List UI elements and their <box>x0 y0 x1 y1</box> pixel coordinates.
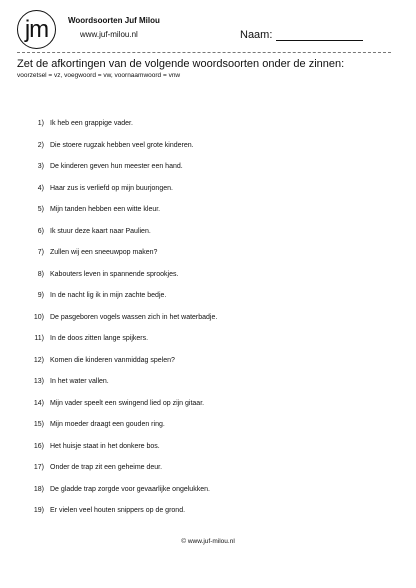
sentence-text: Kabouters leven in spannende sprookjes. <box>50 270 179 278</box>
sentence-number: 7) <box>37 249 44 256</box>
name-label: Naam: <box>240 29 273 41</box>
sentence-number: 11) <box>34 335 44 342</box>
website-url: www.juf-milou.nl <box>80 30 138 39</box>
sentence-text: De pasgeboren vogels wassen zich in het waterbadje. <box>50 313 218 321</box>
name-input-line <box>276 40 363 41</box>
sentence-number: 10) <box>33 313 44 321</box>
sentence-number: 17) <box>33 464 44 471</box>
instruction: Zet de afkortingen van de volgende woordsoorten onder de zinnen: <box>17 58 345 70</box>
sentence-text: Die stoere rugzak hebben veel grote kinderen. <box>50 141 194 149</box>
sentence-item <box>0 118 390 130</box>
sentence-item <box>0 484 390 496</box>
sentence-item <box>0 226 390 238</box>
sentence-item <box>0 161 390 173</box>
sentence-number: 18) <box>33 485 44 493</box>
jm-logo <box>17 10 56 49</box>
sentence-number: 14) <box>33 399 44 407</box>
worksheet-title: Woordsoorten Juf Milou <box>68 16 160 25</box>
sentence-number: 3) <box>37 163 44 170</box>
sentence-text: De gladde trap zorgde voor gevaarlijke ongelukken. <box>50 485 210 493</box>
sentence-number: 19) <box>33 507 44 514</box>
sentence-item <box>0 376 390 388</box>
sentence-item <box>0 398 390 410</box>
sentence-text: Ik stuur deze kaart naar Paulien. <box>50 227 151 235</box>
sentence-item <box>0 247 390 259</box>
sentence-number: 12) <box>33 356 44 364</box>
sentence-text: Mijn moeder draagt een gouden ring. <box>50 421 165 428</box>
sentence-text: In het water vallen. <box>50 378 109 385</box>
sentence-text: Mijn vader speelt een swingend lied op zijn gitaar. <box>50 399 205 407</box>
sentence-item <box>0 419 390 431</box>
sentence-text: Mijn tanden hebben een witte kleur. <box>50 206 161 213</box>
sentence-text: Zullen wij een sneeuwpop maken? <box>50 249 158 256</box>
sentence-item <box>0 462 390 474</box>
sentence-item <box>0 355 390 367</box>
sentence-text: In de doos zitten lange spijkers. <box>50 335 149 342</box>
abbreviation-legend: voorzetsel = vz, voegwoord = vw, voornaamwoord = vnw <box>17 72 181 79</box>
sentence-item <box>0 441 390 453</box>
sentence-text: In de nacht lig ik in mijn zachte bedje. <box>50 292 167 299</box>
sentence-text: Onder de trap zit een geheime deur. <box>50 464 163 471</box>
sentence-text: De kinderen geven hun meester een hand. <box>50 163 183 170</box>
sentence-item <box>0 312 390 324</box>
sentence-item <box>0 505 390 517</box>
footer-copyright: © www.juf-milou.nl <box>181 538 235 545</box>
sentence-item <box>0 290 390 302</box>
sentence-text: Komen die kinderen vanmiddag spelen? <box>50 356 175 364</box>
sentence-item <box>0 333 390 345</box>
sentence-item <box>0 183 390 195</box>
logo-text: jm <box>24 15 49 43</box>
sentence-number: 8) <box>37 270 44 278</box>
sentence-number: 16) <box>33 442 44 450</box>
sentence-text: Haar zus is verliefd op mijn buurjongen. <box>50 184 173 192</box>
sentence-item <box>0 204 390 216</box>
sentence-text: Er vielen veel houten snippers op de grond. <box>50 507 186 514</box>
sentence-number: 2) <box>37 141 44 149</box>
sentence-number: 15) <box>33 421 44 428</box>
sentence-text: Ik heb een grappige vader. <box>50 120 133 127</box>
sentence-text: Het huisje staat in het donkere bos. <box>50 442 160 450</box>
sentence-number: 6) <box>37 227 44 235</box>
sentence-number: 13) <box>33 378 44 385</box>
sentence-number: 1) <box>37 120 44 127</box>
sentence-number: 4) <box>37 184 44 192</box>
sentence-item <box>0 269 390 281</box>
sentence-item <box>0 140 390 152</box>
header-divider <box>17 52 391 53</box>
sentence-number: 9) <box>37 292 44 299</box>
sentence-number: 5) <box>37 206 44 213</box>
